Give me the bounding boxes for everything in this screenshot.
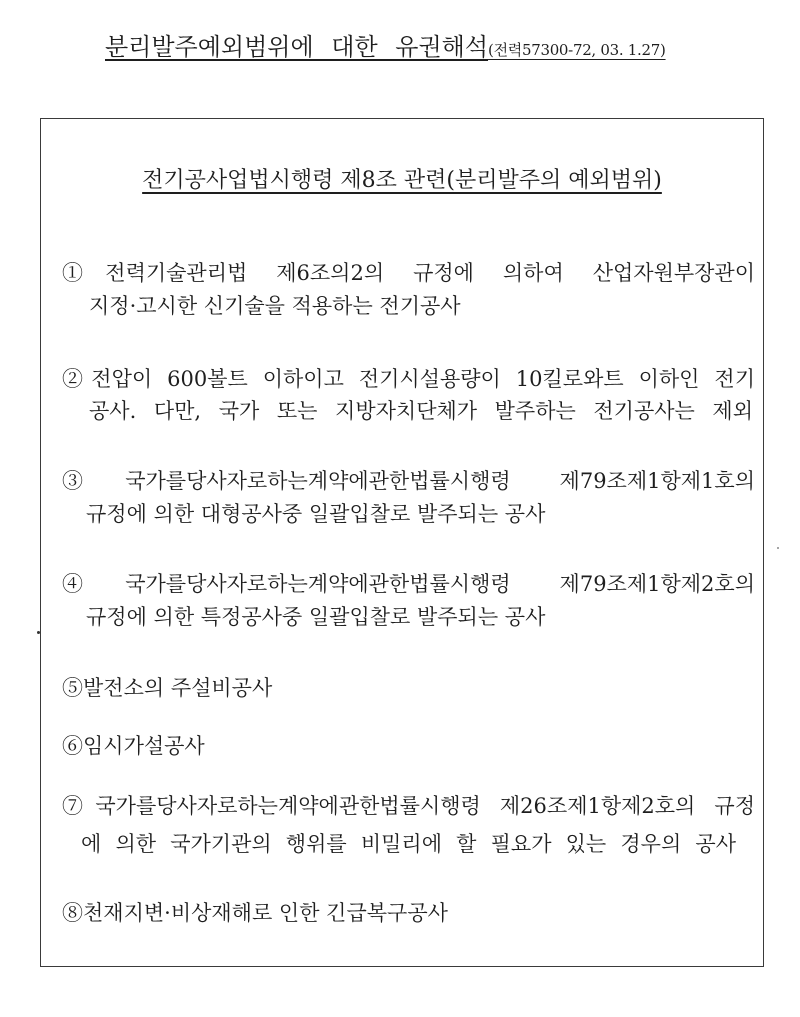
box-heading-text: 전기공사업법시행령 제8조 관련(분리발주의 예외범위) (142, 168, 662, 193)
title-text: 분리발주예외범위에 대한 유권해석 (105, 33, 489, 61)
item-line: ⑥임시가설공사 (62, 734, 205, 758)
item-line: ⑦국가를당사자로하는계약에관한법률시행령 제26조제1항제2호의 규정 (62, 794, 755, 818)
document-title (105, 27, 725, 62)
item-line: ①전력기술관리법 제6조의2의 규정에 의하여 산업자원부장관이 (62, 261, 755, 285)
scan-speck (37, 631, 40, 634)
box-heading (41, 167, 763, 195)
item-line: 지정·고시한 신기술을 적용하는 전기공사 (89, 294, 461, 318)
item-line: 에 의한 국가기관의 행위를 비밀리에 할 필요가 있는 경우의 공사 (81, 832, 736, 856)
item-line: ②전압이 600볼트 이하이고 전기시설용량이 10킬로와트 이하인 전기 (62, 367, 755, 391)
item-line: ④국가를당사자로하는계약에관한법률시행령 제79조제1항제2호의 (62, 572, 755, 596)
item-line: 규정에 의한 특정공사중 일괄입찰로 발주되는 공사 (86, 605, 546, 629)
item-line: 규정에 의한 대형공사중 일괄입찰로 발주되는 공사 (86, 502, 546, 526)
scan-speck (777, 547, 779, 549)
content-box (40, 118, 764, 967)
item-line: ③국가를당사자로하는계약에관한법률시행령 제79조제1항제1호의 (62, 469, 755, 493)
reference-number: (전력57300-72, 03. 1.27) (488, 41, 666, 59)
item-line: 공사. 다만, 국가 또는 지방자치단체가 발주하는 전기공사는 제외 (89, 399, 753, 423)
item-line: ⑧천재지변·비상재해로 인한 긴급복구공사 (62, 901, 448, 925)
item-line: ⑤발전소의 주설비공사 (62, 676, 273, 700)
